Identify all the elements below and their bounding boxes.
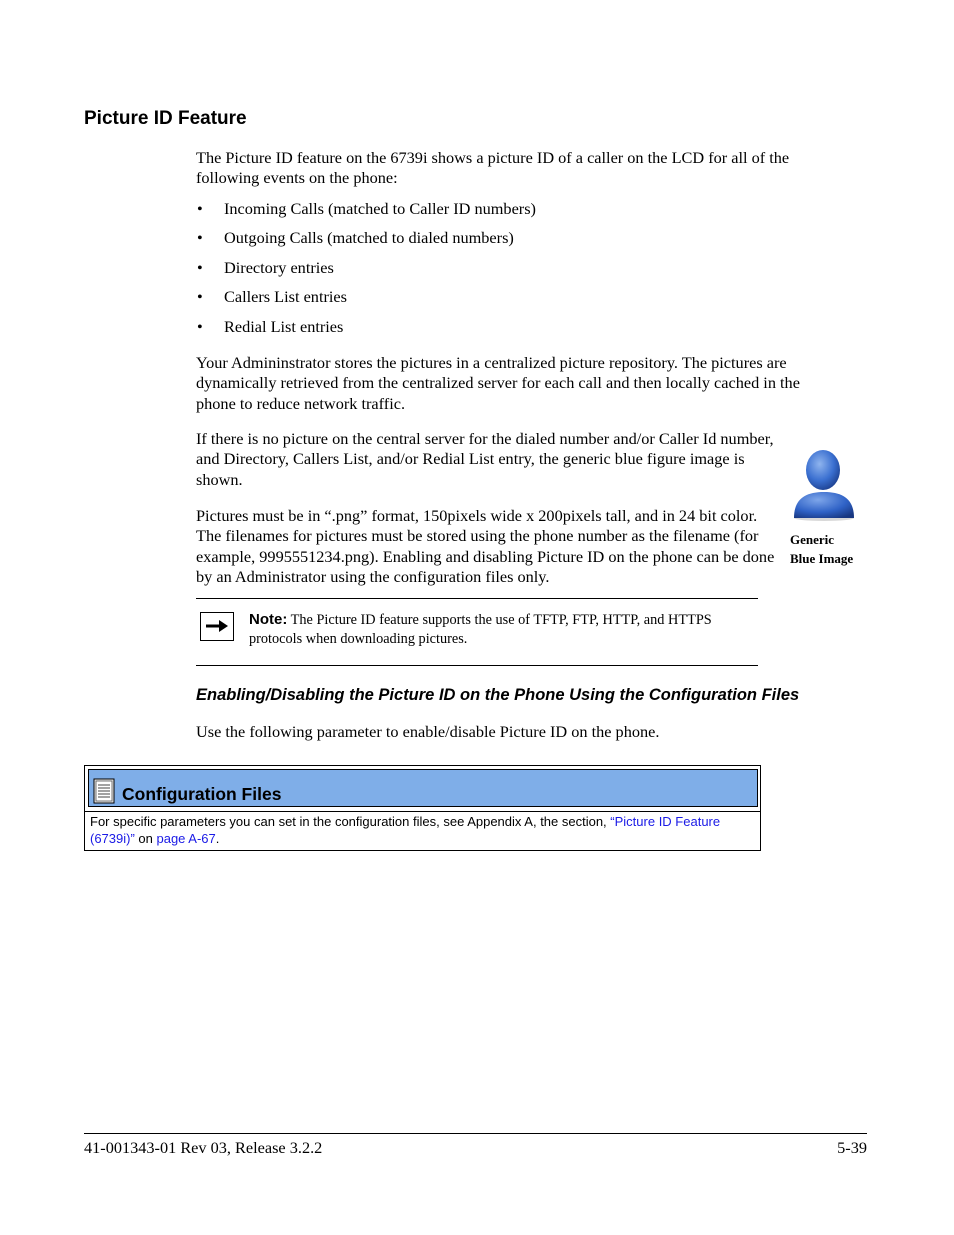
config-files-box <box>84 765 761 851</box>
subheading: Enabling/Disabling the Picture ID on the Phone Using the Configuration Files <box>196 686 800 704</box>
note-top-rule <box>196 598 758 599</box>
document-icon <box>93 778 115 804</box>
format-paragraph: Pictures must be in “.png” format, 150pixels wide x 200pixels tall, and in 24 bit color. The filenames for pictures must be stored using the phone number as the filename (for example, 9995551234.png). Enabling and disabling Picture ID on the phone can be done by an Administrator using the configuration files only. <box>196 506 775 586</box>
config-files-title: Configuration Files <box>122 784 282 804</box>
config-divider <box>85 811 760 812</box>
footer-doc-id: 41-001343-01 Rev 03, Release 3.2.2 <box>84 1138 323 1157</box>
generic-blue-person-icon <box>788 446 858 522</box>
arrow-right-icon <box>200 612 234 641</box>
note-bottom-rule <box>196 665 758 666</box>
use-paragraph: Use the following parameter to enable/disable Picture ID on the phone. <box>196 722 660 741</box>
footer-rule <box>84 1133 867 1134</box>
section-title: Picture ID Feature <box>84 108 247 129</box>
config-files-header <box>88 769 758 807</box>
page-a67-link[interactable]: page A-67 <box>156 831 216 846</box>
page-number: 5-39 <box>837 1138 867 1157</box>
repository-paragraph: Your Admininstrator stores the pictures in a centralized picture repository. The pictures are dynamically retrieved from the centralized server for each call and then locally cached in the phone to reduce network traffic. <box>196 353 800 413</box>
config-files-text: For specific parameters you can set in the configuration files, see Appendix A, the section, “Picture ID Feature (6739i)” on page A-67. <box>90 814 721 846</box>
note-text: Note: The Picture ID feature supports the use of TFTP, FTP, HTTP, and HTTPS protocols when downloading pictures. <box>249 611 712 647</box>
no-picture-paragraph: If there is no picture on the central server for the dialed number and/or Caller Id number, and Directory, Callers List, and/or Redial List entry, the generic blue figure image is shown. <box>196 429 774 489</box>
picture-id-feature-link[interactable]: “Picture ID Feature (6739i)” <box>90 814 721 846</box>
figure-caption: Generic Blue Image <box>790 532 854 566</box>
intro-paragraph: The Picture ID feature on the 6739i shows a picture ID of a caller on the LCD for all of the following events on the phone: <box>196 148 790 188</box>
note-label: Note: <box>249 611 288 628</box>
